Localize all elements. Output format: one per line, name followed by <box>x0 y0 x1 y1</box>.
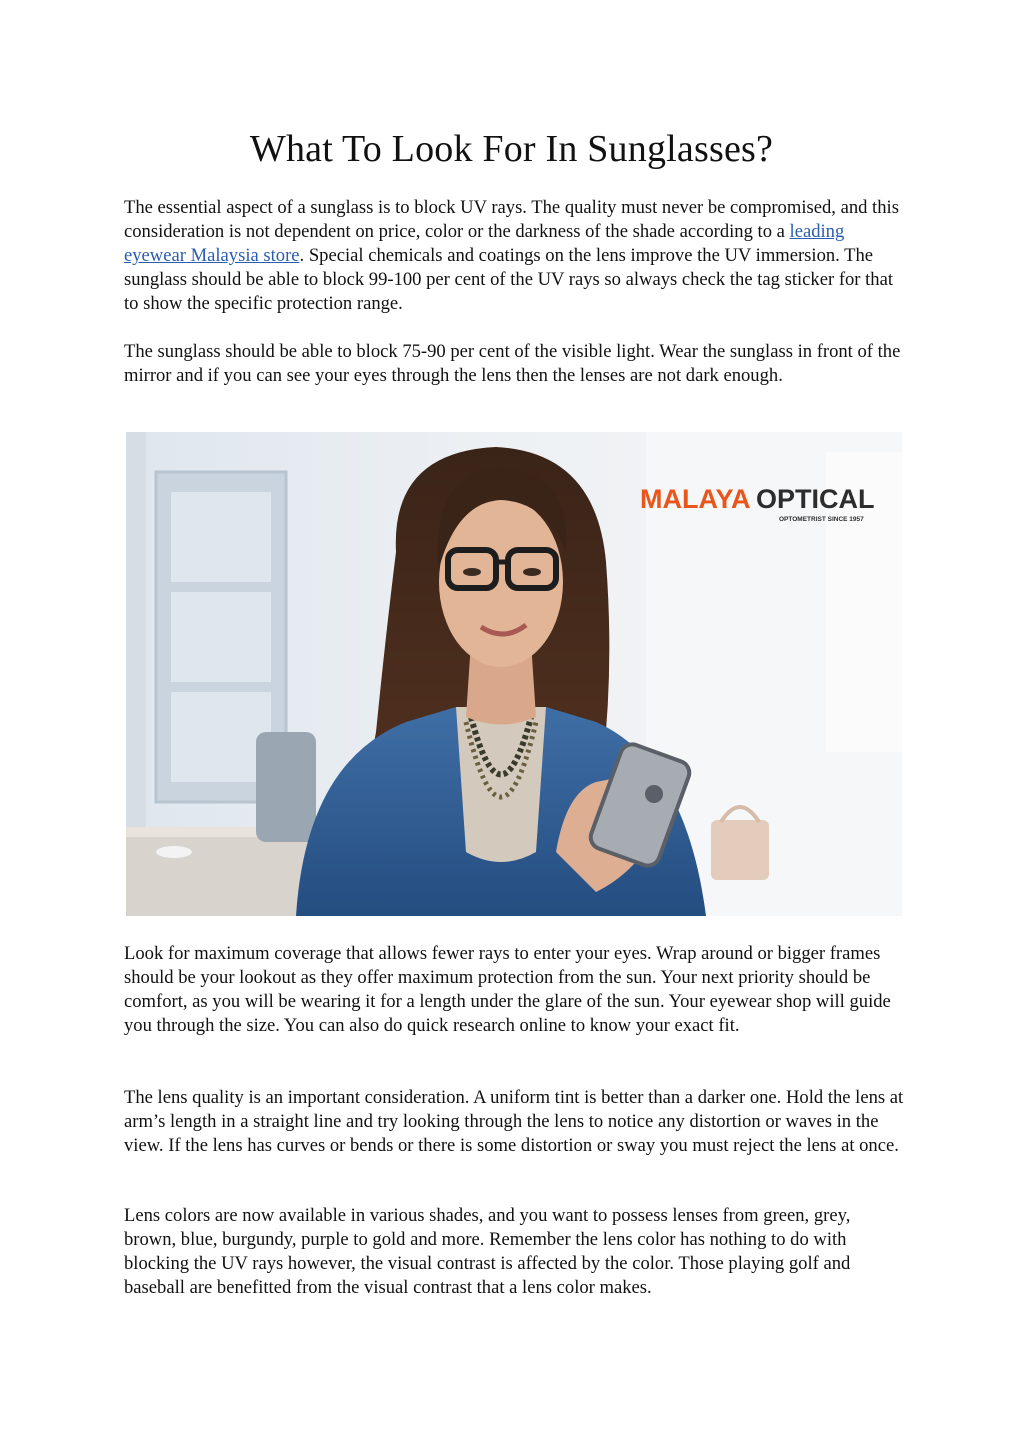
optical-logo-text: OPTICAL <box>756 484 875 514</box>
paragraph-coverage: Look for maximum coverage that allows fewer rays to enter your eyes. Wrap around or bigger frames should be your lookout as they offer maximum protection from the sun. Your next priority should be comfort, as you will be wearing it for a length under the glare of the sun. Your eyewear shop will guide you through the size. You can also do quick research online to know your exact fit. <box>124 943 891 1036</box>
paragraph-lens-quality: The lens quality is an important consideration. A uniform tint is better than a darker one. Hold the lens at arm’s length in a straight line and try looking through the lens to notice any distortion or waves in the view. If the lens has curves or bends or there is some distortion or sway you must reject the lens at once. <box>124 1087 904 1156</box>
woman-with-glasses-photo <box>126 432 902 916</box>
paragraph-1-text-after-link: . Special chemicals and coatings on the lens improve the UV immersion. The sunglass should be able to block 99-100 per cent of the UV rays so always check the tag sticker for that to show the specific protection range. <box>124 245 894 314</box>
paragraph-lens-colors: Lens colors are now available in various shades, and you want to possess lenses from green, grey, brown, blue, burgundy, purple to gold and more. Remember the lens color has nothing to do with blocking the UV rays however, the visual contrast is affected by the color. Those playing golf and baseball are benefitted from the visual contrast that a lens color makes. <box>124 1205 851 1298</box>
paragraph-visible-light: The sunglass should be able to block 75-90 per cent of the visible light. Wear the sunglass in front of the mirror and if you can see your eyes through the lens then the lenses are not dark enough. <box>124 341 901 386</box>
paragraph-uv-protection <box>124 196 904 316</box>
eyewear-store-link[interactable]: leading eyewear Malaysia store <box>124 221 845 266</box>
paragraph-1-text-before-link: The essential aspect of a sunglass is to block UV rays. The quality must never be compromised, and this consideration is not dependent on price, color or the darkness of the shade according to a <box>124 197 899 242</box>
page-title: What To Look For In Sunglasses? <box>249 128 774 170</box>
logo-tagline: OPTOMETRIST SINCE 1957 <box>779 516 864 523</box>
malaya-logo-text: MALAYA <box>640 484 751 514</box>
